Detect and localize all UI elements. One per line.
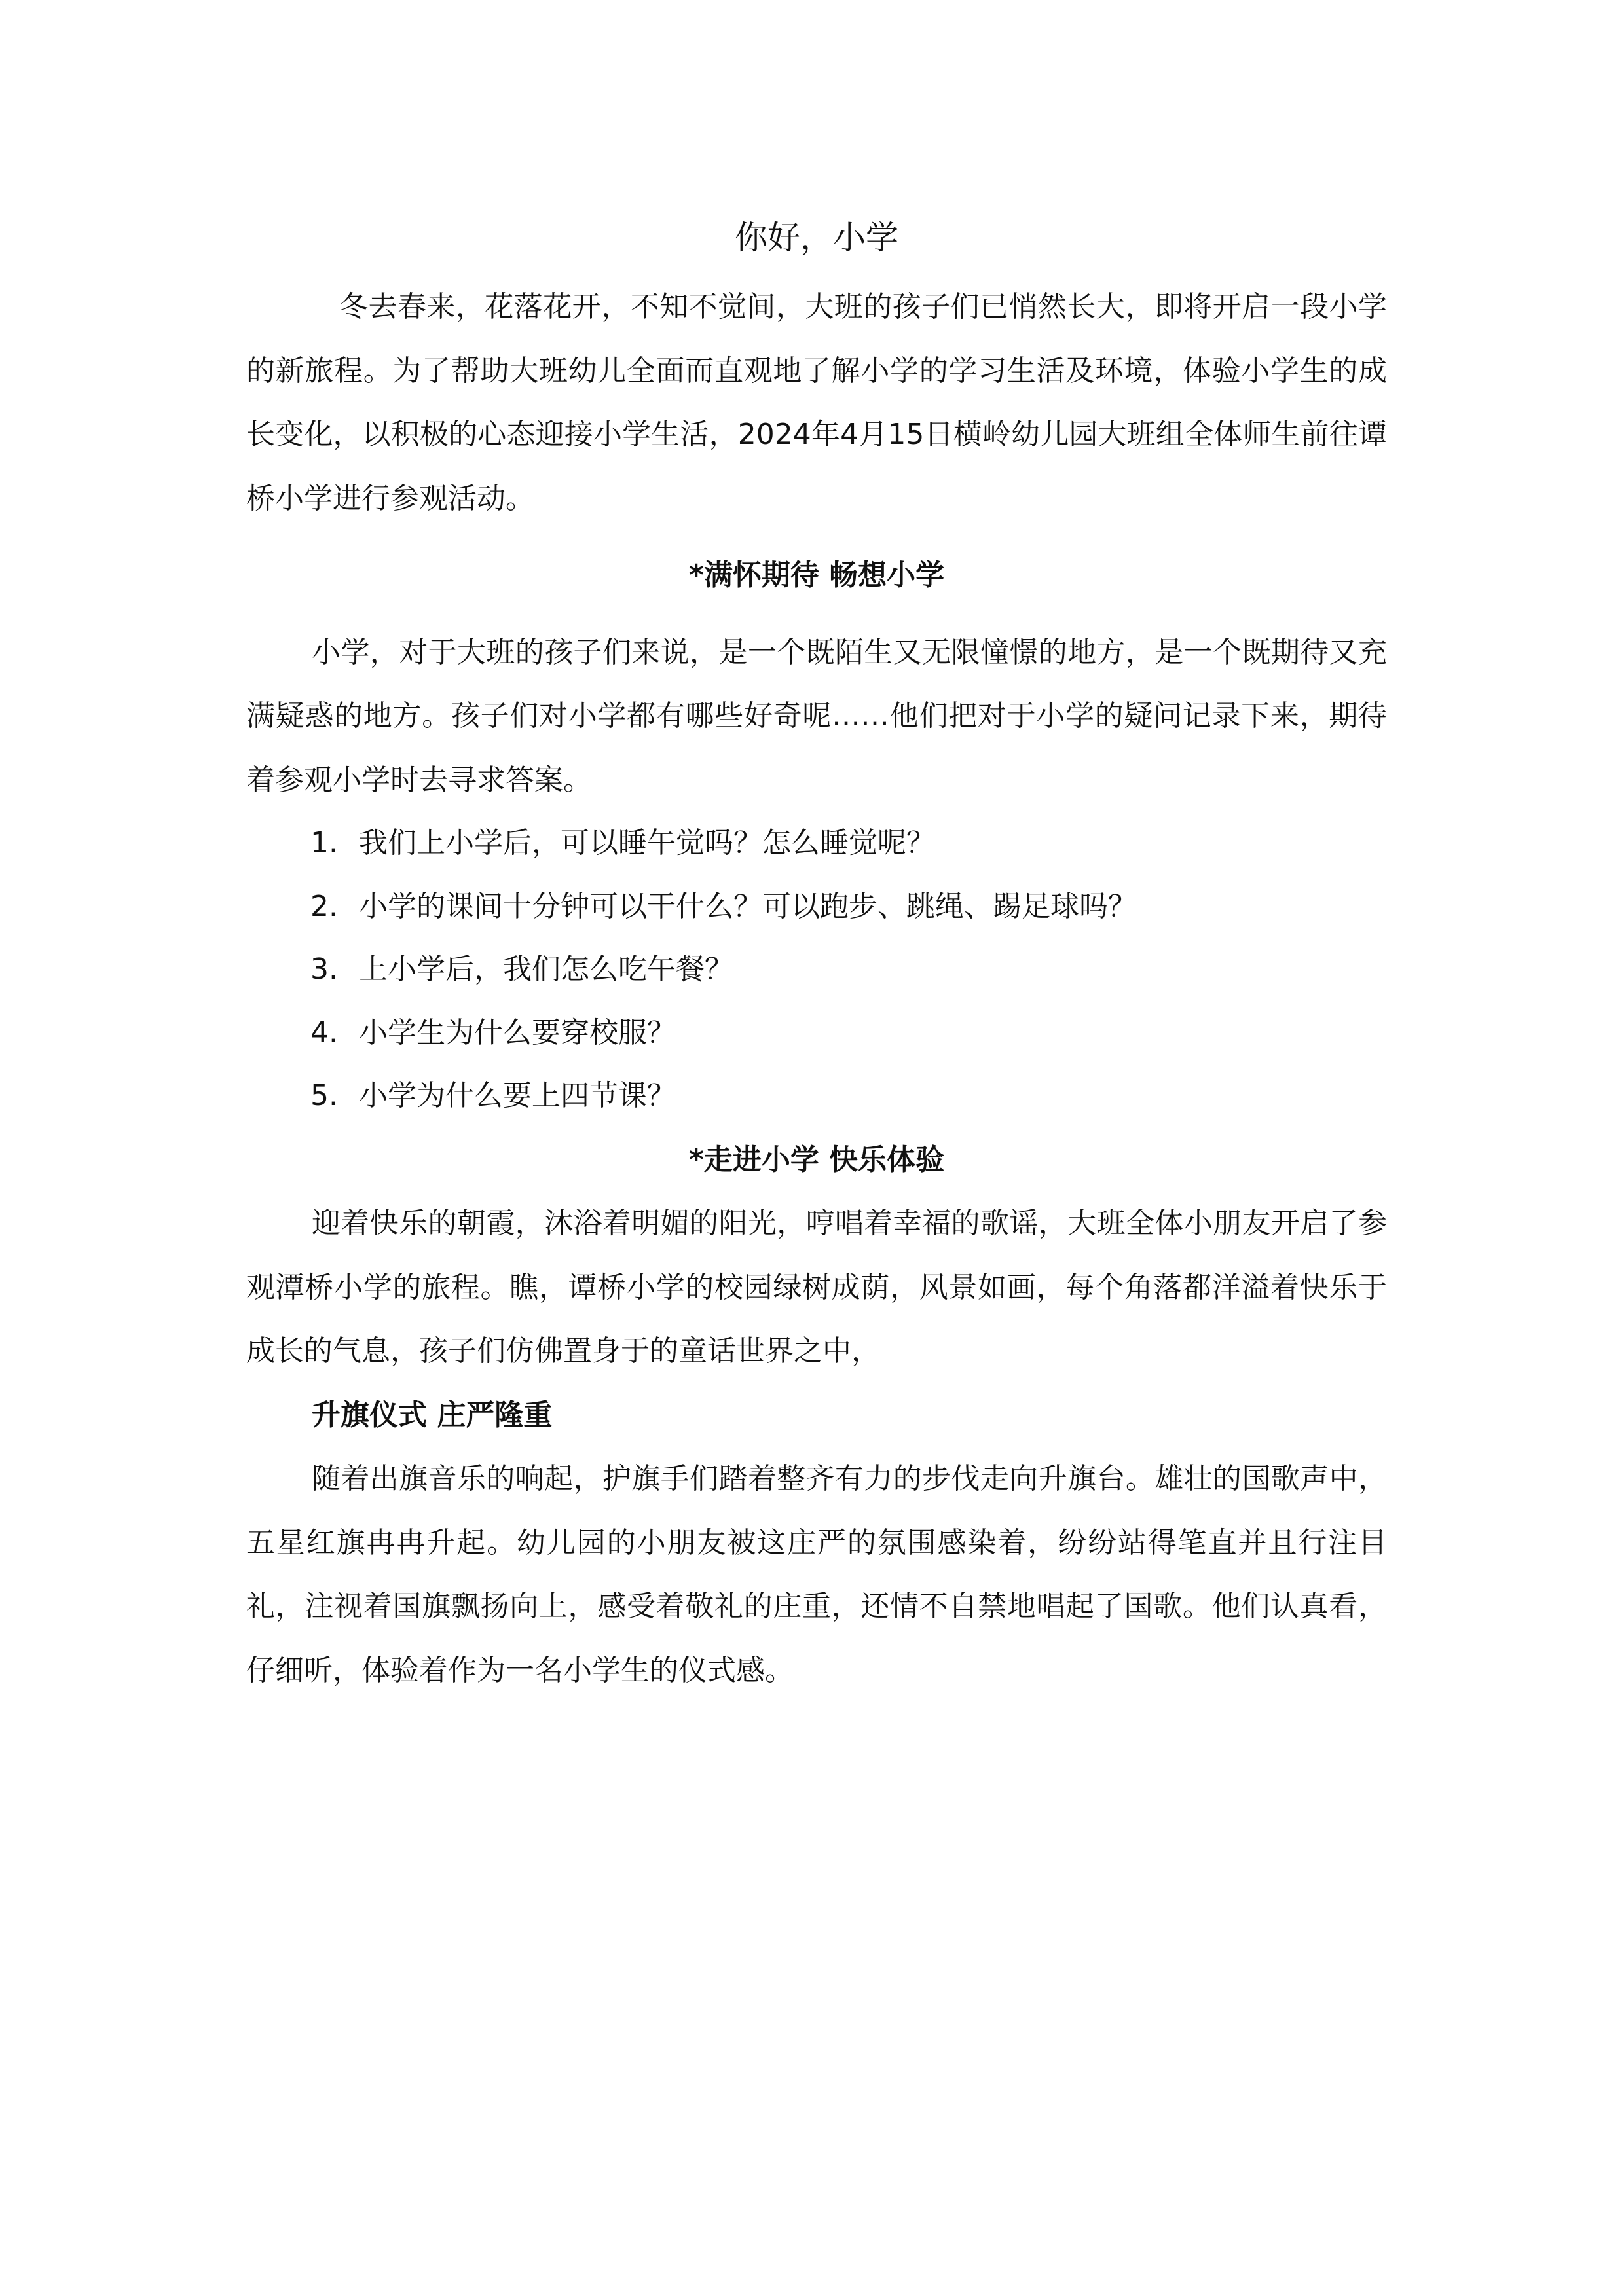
list-item	[310, 938, 1387, 1002]
experience-paragraph: 迎着快乐的朝霞，沐浴着明媚的阳光，哼唱着幸福的歌谣，大班全体小朋友开启了参观潭桥小学的旅程。瞧，谭桥小学的校园绿树成荫，风景如画，每个角落都洋溢着快乐于成长的气息，孩子们仿佛置身于的童话世界之中，	[246, 1207, 1387, 1368]
question-text: 我们上小学后，可以睡午觉吗？怎么睡觉呢？	[359, 826, 935, 860]
question-number: 3.	[310, 953, 338, 986]
document-body	[246, 208, 1387, 1702]
question-list	[246, 812, 1387, 1128]
intro-paragraph: 冬去春来，花落花开，不知不觉间，大班的孩子们已悄然长大，即将开启一段小学的新旅程。为了帮助大班幼儿全面而直观地了解小学的学习生活及环境，体验小学生的成长变化，以积极的心态迎接小学生活，2024年4月15日横岭幼儿园大班组全体师生前往谭桥小学进行参观活动。	[246, 290, 1387, 515]
question-text: 小学生为什么要穿校服？	[359, 1015, 676, 1049]
question-number: 1.	[310, 826, 338, 860]
list-item	[310, 812, 1387, 875]
question-number: 5.	[310, 1079, 338, 1112]
document-title: 你好，小学	[735, 219, 898, 257]
flag-ceremony-paragraph: 随着出旗音乐的响起，护旗手们踏着整齐有力的步伐走向升旗台。雄壮的国歌声中，五星红旗冉冉升起。幼儿园的小朋友被这庄严的氛围感染着，纷纷站得笔直并且行注目礼，注视着国旗飘扬向上，感受着敬礼的庄重，还情不自禁地唱起了国歌。他们认真看，仔细听，体验着作为一名小学生的仪式感。	[246, 1462, 1387, 1687]
question-number: 2.	[310, 889, 338, 923]
list-item	[310, 1065, 1387, 1128]
section-heading-experience: *走进小学 快乐体验	[688, 1142, 945, 1176]
anticipation-paragraph: 小学，对于大班的孩子们来说，是一个既陌生又无限憧憬的地方，是一个既期待又充满疑惑的地方。孩子们对小学都有哪些好奇呢……他们把对于小学的疑问记录下来，期待着参观小学时去寻求答案。	[246, 635, 1387, 797]
question-text: 小学为什么要上四节课？	[359, 1079, 676, 1112]
list-item	[310, 1002, 1387, 1065]
question-text: 小学的课间十分钟可以干什么？可以跑步、跳绳、踢足球吗？	[359, 889, 1137, 923]
section-heading-anticipation: *满怀期待 畅想小学	[688, 558, 945, 592]
list-item	[310, 875, 1387, 939]
question-text: 上小学后，我们怎么吃午餐？	[359, 953, 733, 986]
question-number: 4.	[310, 1015, 338, 1049]
flag-ceremony-heading: 升旗仪式 庄严隆重	[312, 1398, 553, 1432]
